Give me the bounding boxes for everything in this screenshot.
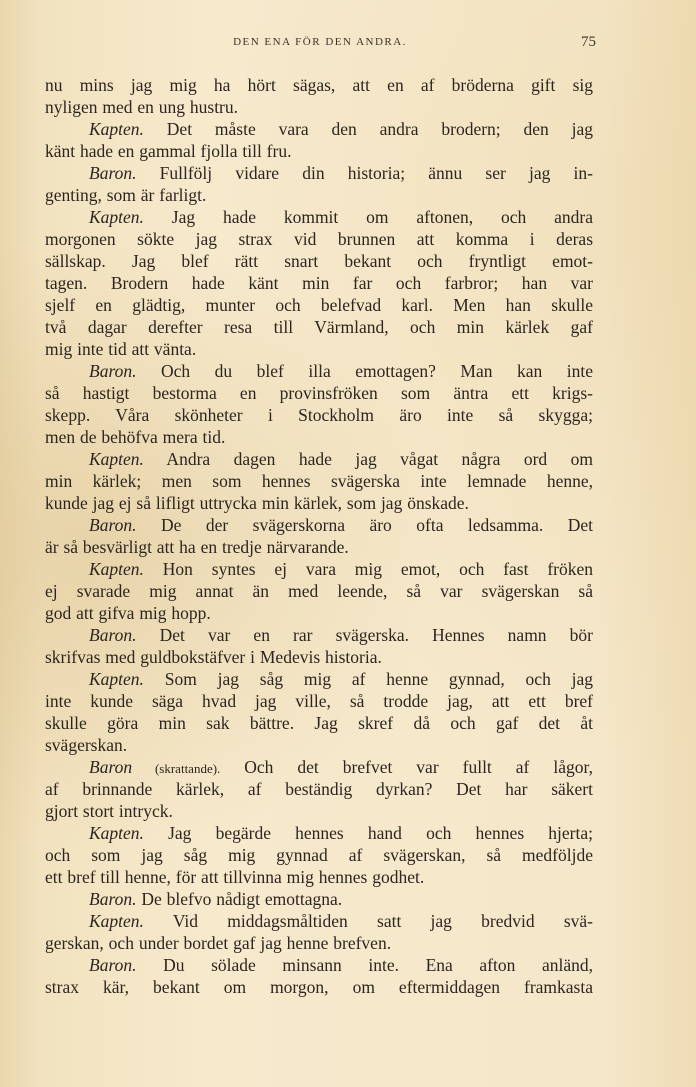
line-text: skepp. Våra skönheter i Stockholm äro inte så skygga; (45, 405, 593, 425)
speaker-name: Kapten. (89, 559, 144, 579)
text-line (45, 140, 593, 162)
text-line (45, 184, 593, 206)
text-line (45, 360, 593, 382)
line-text: Jag hade kommit om aftonen, och andra (143, 207, 593, 227)
text-line (45, 646, 593, 668)
line-text: De der svägerskorna äro ofta ledsamma. Det (136, 515, 593, 535)
line-text: är så besvärligt att ha en tredje närvarande. (45, 537, 349, 557)
page-number: 75 (581, 34, 596, 50)
line-text: tagen. Brodern hade känt min far och farbror; han var (45, 273, 593, 293)
speaker-name: Baron. (89, 955, 137, 975)
text-line (45, 690, 593, 712)
text-line (45, 316, 593, 338)
line-text: Det måste vara den andra brodern; den jag (143, 119, 593, 139)
speaker-name: Kapten. (89, 207, 144, 227)
text-line (45, 580, 593, 602)
text-line (45, 954, 593, 976)
line-text: skrifvas med guldbokstäfver i Medevis historia. (45, 647, 382, 667)
line-text: gerskan, och under bordet gaf jag henne brefven. (45, 933, 392, 953)
text-line (45, 426, 593, 448)
text-line (45, 602, 593, 624)
speaker-name: Kapten. (89, 119, 144, 139)
speaker-name: Kapten. (89, 669, 144, 689)
text-line (45, 888, 593, 910)
speaker-name: Baron. (89, 515, 137, 535)
text-line (45, 624, 593, 646)
speaker-name: Kapten. (89, 449, 144, 469)
line-text: skulle göra min sak bättre. Jag skref då och gaf det åt (45, 713, 593, 733)
line-text: Du sölade minsann inte. Ena afton anländ, (136, 955, 593, 975)
text-line (45, 492, 593, 514)
line-text: morgonen sökte jag strax vid brunnen att komma i deras (45, 229, 593, 249)
text-line (45, 932, 593, 954)
text-line (45, 844, 593, 866)
line-text: men de behöfva mera tid. (45, 427, 226, 447)
text-line (45, 712, 593, 734)
line-text: Som jag såg mig af henne gynnad, och jag (143, 669, 593, 689)
speaker-name: Kapten. (89, 823, 144, 843)
line-text: svägerskan. (45, 735, 128, 755)
line-text: god att gifva mig hopp. (45, 603, 211, 623)
text-line (45, 976, 593, 998)
text-line (45, 756, 593, 778)
line-text: mig inte tid att vänta. (45, 339, 197, 359)
text-line (45, 250, 593, 272)
body-text (45, 74, 593, 998)
line-text: genting, som är farligt. (45, 185, 207, 205)
line-text: sällskap. Jag blef rätt snart bekant och fryntligt emot- (45, 251, 593, 271)
speaker-name: Baron (89, 757, 133, 777)
line-text: två dagar derefter resa till Värmland, och min kärlek gaf (45, 317, 593, 337)
line-text: ej svarade mig annat än med leende, så var svägerskan så (45, 581, 593, 601)
line-text: sjelf en glädtig, munter och belefvad karl. Men han skulle (45, 295, 593, 315)
text-line (45, 536, 593, 558)
text-line (45, 206, 593, 228)
speaker-name: Baron. (89, 625, 137, 645)
text-line (45, 338, 593, 360)
text-line (45, 162, 593, 184)
line-text: af brinnande kärlek, af beständig dyrkan? Det har säkert (45, 779, 593, 799)
text-line (45, 558, 593, 580)
speaker-name: Baron. (89, 163, 137, 183)
line-text: inte kunde säga hvad jag ville, så trodde jag, att ett bref (45, 691, 593, 711)
line-text: nu mins jag mig ha hört sägas, att en af bröderna gift sig (45, 75, 593, 95)
line-text: nyligen med en ung hustru. (45, 97, 239, 117)
text-line (45, 734, 593, 756)
running-head (0, 34, 696, 54)
line-text: Det var en rar svägerska. Hennes namn bör (136, 625, 593, 645)
text-line (45, 118, 593, 140)
line-text: Jag begärde hennes hand och hennes hjerta; (143, 823, 593, 843)
line-text: min kärlek; men som hennes svägerska inte lemnade henne, (45, 471, 593, 491)
line-text: gjort stort intryck. (45, 801, 173, 821)
running-title: DEN ENA FÖR DEN ANDRA. (233, 36, 407, 48)
line-text: Och det brefvet var fullt af lågor, (220, 757, 593, 777)
line-text: och som jag såg mig gynnad af svägerskan, så medföljde (45, 845, 593, 865)
line-text: kunde jag ej så lifligt uttrycka min kärlek, som jag önskade. (45, 493, 469, 513)
text-line (45, 778, 593, 800)
line-text: Vid middagsmåltiden satt jag bredvid svä- (143, 911, 593, 931)
text-line (45, 822, 593, 844)
line-text: Hon syntes ej vara mig emot, och fast fröken (143, 559, 593, 579)
text-line (45, 910, 593, 932)
line-text: Andra dagen hade jag vågat några ord om (143, 449, 593, 469)
line-text: De blefvo nådigt emottagna. (136, 889, 343, 909)
line-text: Och du blef illa emottagen? Man kan inte (136, 361, 593, 381)
stage-direction: (skrattande). (132, 761, 221, 776)
text-line (45, 382, 593, 404)
line-text: känt hade en gammal fjolla till fru. (45, 141, 292, 161)
text-line (45, 514, 593, 536)
speaker-name: Baron. (89, 361, 137, 381)
text-line (45, 294, 593, 316)
text-line (45, 470, 593, 492)
line-text: strax kär, bekant om morgon, om eftermiddagen framkasta (45, 977, 593, 997)
line-text: ett bref till henne, för att tillvinna mig hennes godhet. (45, 867, 425, 887)
text-line (45, 448, 593, 470)
text-line (45, 228, 593, 250)
text-line (45, 800, 593, 822)
line-text: Fullfölj vidare din historia; ännu ser jag in- (136, 163, 593, 183)
speaker-name: Baron. (89, 889, 137, 909)
text-line (45, 404, 593, 426)
text-line (45, 668, 593, 690)
line-text: så hastigt bestorma en provinsfröken som äntra ett krigs- (45, 383, 593, 403)
text-line (45, 272, 593, 294)
text-line (45, 96, 593, 118)
text-line (45, 74, 593, 96)
text-line (45, 866, 593, 888)
speaker-name: Kapten. (89, 911, 144, 931)
